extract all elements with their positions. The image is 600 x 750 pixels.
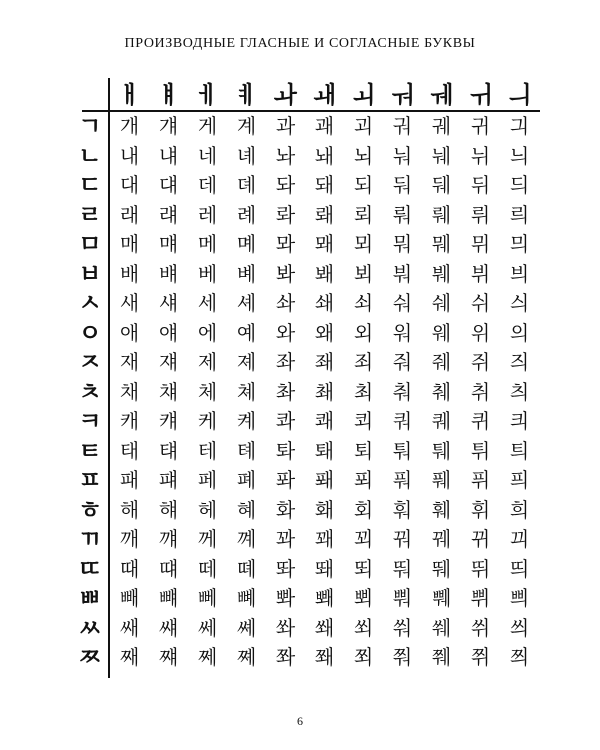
syllable-cell: 꽈 [275,527,296,551]
table-row [70,348,540,378]
syllable-cell: 되 [353,173,374,197]
syllable-cell: 혜 [236,497,257,522]
syllable-cell: 쯰 [509,645,530,669]
syllable-cell: 세 [197,291,218,315]
syllable-cell: 픠 [509,468,530,492]
syllable-cell: 채 [119,379,140,404]
syllable-cell: 떼 [197,556,218,581]
syllable-cell: 래 [119,202,140,227]
syllable-cell: 의 [509,320,530,345]
syllable-cell: 쮀 [431,645,452,669]
consonant-cell: ㅃ [78,584,102,612]
table-vertical-divider [108,78,110,678]
syllable-cell: 재 [119,350,140,374]
syllable-cell: 레 [197,202,218,227]
syllable-cell: 턔 [158,438,179,463]
table-row [70,319,540,349]
consonant-cell: ㄹ [78,200,102,229]
syllable-cell: 떄 [158,556,179,581]
syllable-cell: 켸 [236,409,257,433]
consonant-cell: ㅈ [78,348,102,376]
syllable-cell: 믜 [509,232,530,256]
syllable-cell: 졔 [236,350,257,374]
syllable-cell: 퐈 [275,468,296,492]
syllable-cell: 제 [197,350,218,374]
syllable-cell: 뵈 [353,261,374,286]
table-row [70,466,540,496]
vowel-header-cell: ㅢ [507,81,532,109]
syllable-cell: 좨 [314,350,335,374]
syllable-cell: 왜 [314,320,335,345]
table-body [70,112,540,673]
syllable-cell: 쀄 [431,586,452,610]
syllable-cell: 쟤 [158,350,179,374]
consonant-cell: ㅌ [78,436,102,465]
syllable-cell: 때 [119,556,140,581]
syllable-cell: 걔 [158,114,179,138]
syllable-cell: 롸 [275,202,296,227]
syllable-cell: 좌 [275,350,296,374]
syllable-cell: 쵀 [314,379,335,404]
syllable-cell: 쭤 [392,645,413,669]
syllable-cell: 뤄 [392,202,413,227]
syllable-cell: 꾀 [353,527,374,551]
syllable-cell: 게 [197,114,218,138]
vowel-header-cell: ㅞ [429,81,454,109]
syllable-cell: 케 [197,409,218,433]
syllable-cell: 퐤 [314,468,335,492]
syllable-cell: 돠 [275,173,296,197]
syllable-cell: 듸 [509,173,530,197]
syllable-cell: 꺠 [158,527,179,551]
syllable-cell: 매 [119,232,140,256]
table-horizontal-divider [82,110,540,112]
syllable-cell: 컈 [158,409,179,433]
syllable-cell: 놰 [314,143,335,168]
consonant-cell: ㅊ [78,377,102,406]
table-row [70,525,540,555]
syllable-cell: 째 [119,645,140,669]
consonant-cell: ㅅ [78,289,102,317]
syllable-cell: 셰 [236,291,257,315]
syllable-cell: 꽤 [314,527,335,551]
syllable-cell: 틔 [509,438,530,463]
syllable-cell: 뒈 [431,173,452,197]
syllable-cell: 쒜 [431,615,452,640]
syllable-cell: 회 [353,497,374,522]
syllable-cell: 퀘 [431,409,452,433]
syllable-cell: 똬 [275,556,296,581]
syllable-cell: 쇄 [314,291,335,315]
table-row [70,171,540,201]
syllable-cell: 뗴 [236,556,257,581]
consonant-cell: ㄴ [78,141,102,170]
syllable-cell: 몌 [236,232,257,256]
table-row [70,142,540,172]
syllable-cell: 킈 [509,409,530,433]
syllable-cell: 싀 [509,291,530,315]
syllable-cell: 꿰 [431,527,452,551]
syllable-cell: 돼 [314,173,335,197]
table-row [70,555,540,585]
syllable-cell: 톼 [275,438,296,463]
syllable-cell: 즤 [509,350,530,374]
syllable-cell: 풰 [431,468,452,492]
syllable-cell: 패 [119,468,140,492]
hangul-table [70,78,540,673]
syllable-cell: 궤 [431,114,452,138]
syllable-cell: 촤 [275,379,296,404]
syllable-cell: 죄 [353,350,374,374]
vowel-header-cell: ㅒ [156,81,181,109]
syllable-cell: 쁴 [509,586,530,610]
table-corner [70,78,110,112]
syllable-cell: 뀌 [470,527,491,551]
syllable-cell: 쳬 [236,379,257,404]
consonant-cell: ㅎ [78,495,102,524]
vowel-header-cell: ㅝ [390,81,415,109]
syllable-cell: 체 [197,379,218,404]
syllable-cell: 뽸 [314,586,335,610]
table-row [70,260,540,290]
consonant-cell: ㅆ [78,613,102,642]
syllable-cell: 쫘 [275,645,296,669]
table-row [70,437,540,467]
syllable-cell: 깨 [119,527,140,551]
syllable-cell: 쮜 [470,645,491,669]
syllable-cell: 메 [197,232,218,256]
syllable-cell: 뫄 [275,232,296,256]
consonant-cell: ㅁ [78,230,102,258]
consonant-cell: ㅋ [78,407,102,435]
syllable-cell: 께 [197,527,218,551]
syllable-cell: 태 [119,438,140,463]
syllable-cell: 폐 [236,468,257,492]
syllable-cell: 퍠 [158,468,179,492]
syllable-cell: 내 [119,143,140,168]
syllable-cell: 퓌 [470,468,491,492]
syllable-cell: 콰 [275,409,296,433]
syllable-cell: 배 [119,261,140,286]
syllable-cell: 희 [509,497,530,522]
syllable-cell: 뉘 [470,143,491,168]
vowel-header-cell: ㅘ [273,81,298,109]
syllable-cell: 데 [197,173,218,197]
syllable-cell: 썌 [158,615,179,640]
consonant-cell: ㅍ [78,466,102,494]
syllable-cell: 화 [275,497,296,522]
syllable-cell: 뮈 [470,232,491,256]
syllable-cell: 췌 [431,379,452,404]
syllable-cell: 붸 [431,261,452,286]
syllable-cell: 외 [353,320,374,345]
syllable-cell: 쐐 [314,615,335,640]
syllable-cell: 춰 [392,379,413,404]
syllable-cell: 쌔 [119,615,140,640]
syllable-cell: 테 [197,438,218,463]
syllable-cell: 쫴 [314,645,335,669]
vowel-header-row [70,78,540,112]
syllable-cell: 둬 [392,173,413,197]
syllable-cell: 얘 [158,320,179,345]
syllable-cell: 쒀 [392,615,413,640]
syllable-cell: 쿼 [392,409,413,433]
syllable-cell: 뎨 [236,173,257,197]
syllable-cell: 뢔 [314,202,335,227]
syllable-cell: 띄 [509,556,530,581]
vowel-header-cell: ㅔ [195,81,220,109]
syllable-cell: 웨 [431,320,452,345]
syllable-cell: 퇘 [314,438,335,463]
syllable-cell: 쒸 [470,615,491,640]
syllable-cell: 쥐 [470,350,491,374]
vowel-header-cell: ㅐ [117,81,142,109]
syllable-cell: 퀴 [470,409,491,433]
syllable-cell: 츼 [509,379,530,404]
table-row [70,496,540,526]
syllable-cell: 봐 [275,261,296,286]
syllable-cell: 끠 [509,527,530,551]
syllable-cell: 계 [236,114,257,138]
table-row [70,643,540,673]
syllable-cell: 빼 [119,586,140,610]
syllable-cell: 예 [236,320,257,345]
syllable-cell: 훠 [392,497,413,522]
syllable-cell: 뭬 [431,232,452,256]
syllable-cell: 홰 [314,497,335,522]
syllable-cell: 뢰 [353,202,374,227]
syllable-cell: 헤 [197,497,218,522]
syllable-cell: 쾨 [353,409,374,433]
syllable-cell: 섀 [158,291,179,315]
syllable-cell: 녜 [236,143,257,168]
syllable-cell: 댸 [158,173,179,197]
syllable-cell: 쎼 [236,615,257,640]
syllable-cell: 뭐 [392,232,413,256]
table-row [70,289,540,319]
syllable-cell: 귀 [470,114,491,138]
syllable-cell: 퉈 [392,438,413,463]
syllable-cell: 최 [353,379,374,404]
syllable-cell: 꿔 [392,527,413,551]
vowel-header-cell: ㅟ [468,81,493,109]
syllable-cell: 푀 [353,468,374,492]
table-row [70,112,540,142]
syllable-cell: 늬 [509,143,530,168]
consonant-cell: ㅉ [78,643,102,671]
syllable-cell: 괘 [314,114,335,138]
syllable-cell: 궈 [392,114,413,138]
syllable-cell: 와 [275,320,296,345]
consonant-cell: ㄲ [78,525,102,553]
syllable-cell: 취 [470,379,491,404]
syllable-cell: 뛔 [431,556,452,581]
syllable-cell: 훼 [431,497,452,522]
syllable-cell: 과 [275,114,296,138]
consonant-cell: ㄸ [78,554,102,583]
table-row [70,201,540,231]
syllable-cell: 괴 [353,114,374,138]
syllable-cell: 쐬 [353,615,374,640]
page-title: ПРОИЗВОДНЫЕ ГЛАСНЫЕ И СОГЛАСНЫЕ БУКВЫ [124,36,476,51]
syllable-cell: 씌 [509,615,530,640]
syllable-cell: 븨 [509,261,530,286]
syllable-cell: 뇌 [353,143,374,168]
syllable-cell: 뙤 [353,556,374,581]
syllable-cell: 페 [197,468,218,492]
syllable-cell: 붜 [392,261,413,286]
syllable-cell: 놔 [275,143,296,168]
syllable-cell: 쪠 [236,645,257,669]
table-row [70,230,540,260]
syllable-cell: 뻬 [197,586,218,610]
syllable-cell: 튀 [470,438,491,463]
syllable-cell: 쨰 [158,645,179,669]
syllable-cell: 풔 [392,468,413,492]
syllable-cell: 뫼 [353,232,374,256]
syllable-cell: 에 [197,320,218,345]
syllable-cell: 냬 [158,143,179,168]
table-row [70,378,540,408]
syllable-cell: 뺴 [158,586,179,610]
syllable-cell: 햬 [158,497,179,522]
syllable-cell: 뫠 [314,232,335,256]
table-row [70,614,540,644]
syllable-cell: 뼤 [236,586,257,610]
page-number: 6 [297,714,303,728]
syllable-cell: 긔 [509,114,530,138]
syllable-cell: 위 [470,320,491,345]
syllable-cell: 뙈 [314,556,335,581]
syllable-cell: 줘 [392,350,413,374]
vowel-header-cell: ㅖ [234,81,259,109]
syllable-cell: 숴 [392,291,413,315]
syllable-cell: 볘 [236,261,257,286]
consonant-cell: ㄷ [78,171,102,199]
syllable-cell: 톄 [236,438,257,463]
syllable-cell: 개 [119,114,140,138]
syllable-cell: 쉐 [431,291,452,315]
syllable-cell: 쬐 [353,645,374,669]
syllable-cell: 쎄 [197,615,218,640]
syllable-cell: 뱨 [158,261,179,286]
syllable-cell: 베 [197,261,218,286]
consonant-cell: ㄱ [78,112,102,140]
table-row [70,407,540,437]
syllable-cell: 뷔 [470,261,491,286]
vowel-header-cell: ㅙ [312,81,337,109]
syllable-cell: 뾔 [353,586,374,610]
syllable-cell: 퉤 [431,438,452,463]
syllable-cell: 꼐 [236,527,257,551]
syllable-cell: 챼 [158,379,179,404]
syllable-cell: 쾌 [314,409,335,433]
syllable-cell: 봬 [314,261,335,286]
syllable-cell: 럐 [158,202,179,227]
syllable-cell: 눠 [392,143,413,168]
syllable-cell: 워 [392,320,413,345]
syllable-cell: 쇠 [353,291,374,315]
syllable-cell: 쏴 [275,615,296,640]
syllable-cell: 쀠 [470,586,491,610]
syllable-cell: 휘 [470,497,491,522]
syllable-cell: 먜 [158,232,179,256]
syllable-cell: 뿨 [392,586,413,610]
syllable-cell: 뽜 [275,586,296,610]
syllable-cell: 솨 [275,291,296,315]
consonant-cell: ㅇ [78,318,102,347]
syllable-cell: 뤼 [470,202,491,227]
syllable-cell: 례 [236,202,257,227]
syllable-cell: 릐 [509,202,530,227]
syllable-cell: 해 [119,497,140,522]
syllable-cell: 캐 [119,409,140,433]
syllable-cell: 새 [119,291,140,315]
syllable-cell: 대 [119,173,140,197]
syllable-cell: 쩨 [197,645,218,669]
syllable-cell: 뚸 [392,556,413,581]
syllable-cell: 눼 [431,143,452,168]
syllable-cell: 뒤 [470,173,491,197]
syllable-cell: 뛰 [470,556,491,581]
consonant-cell: ㅂ [78,259,102,288]
syllable-cell: 네 [197,143,218,168]
syllable-cell: 뤠 [431,202,452,227]
syllable-cell: 줴 [431,350,452,374]
syllable-cell: 쉬 [470,291,491,315]
table-row [70,584,540,614]
vowel-header-cell: ㅚ [351,81,376,109]
syllable-cell: 애 [119,320,140,345]
syllable-cell: 퇴 [353,438,374,463]
